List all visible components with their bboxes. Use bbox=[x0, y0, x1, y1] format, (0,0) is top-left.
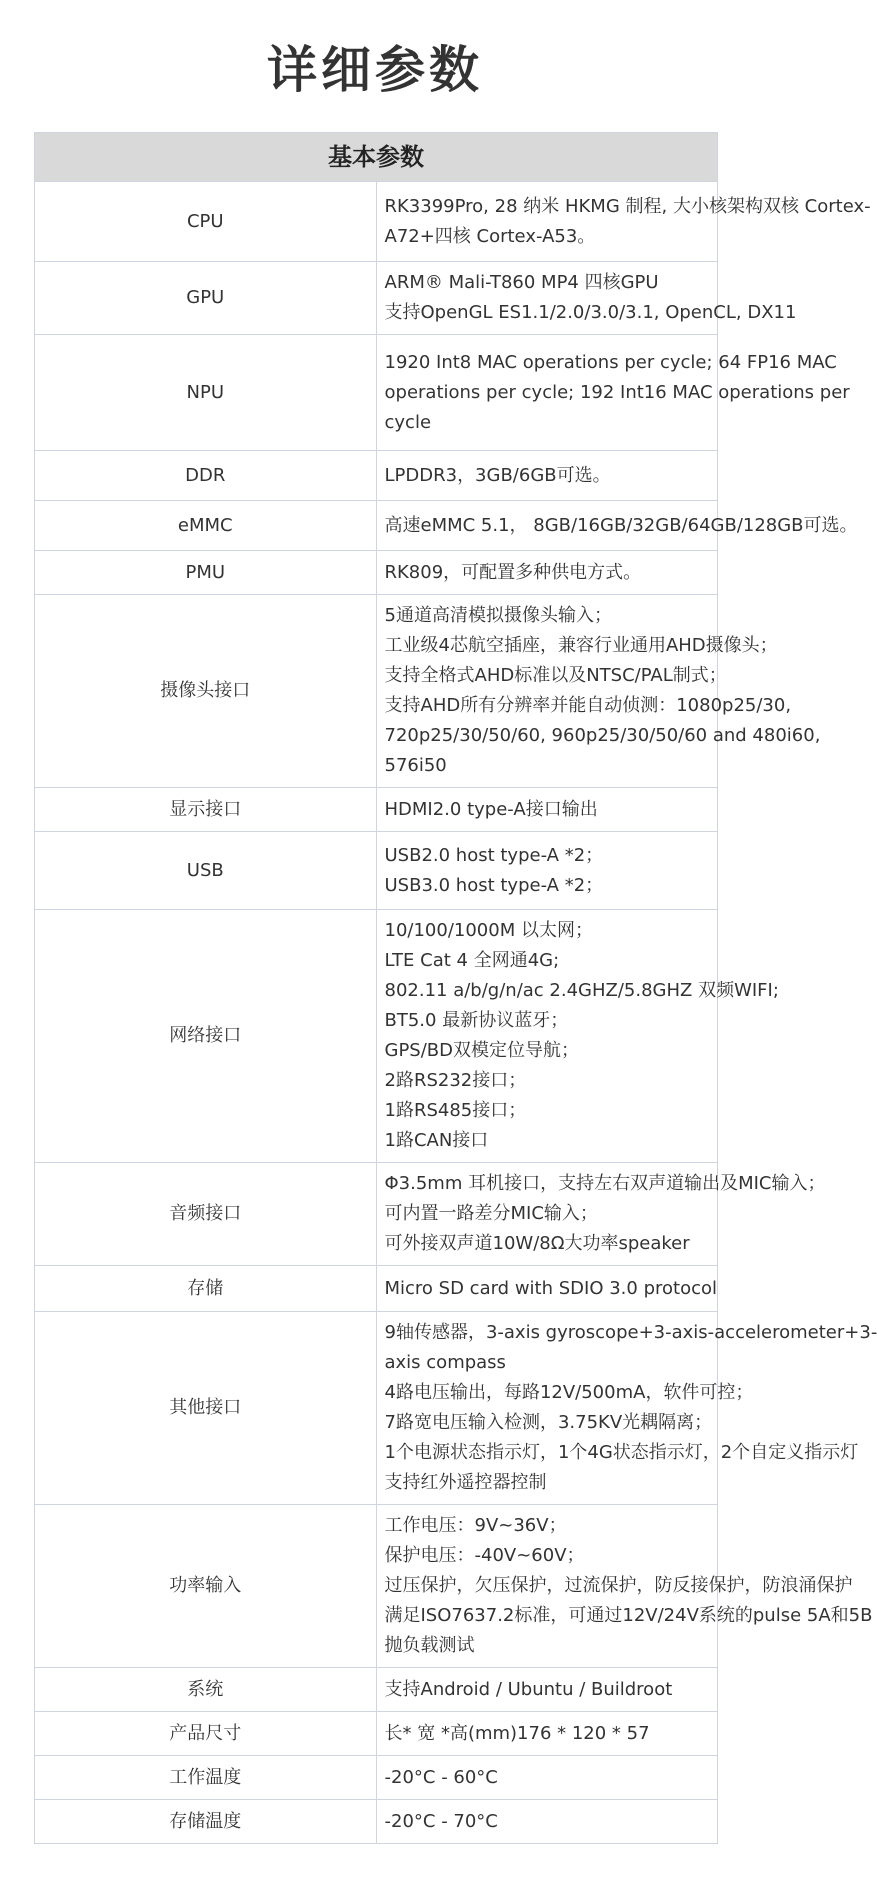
spec-label: NPU bbox=[35, 335, 377, 451]
spec-value-line: 满足ISO7637.2标准，可通过12V/24V系统的pulse 5A和5B bbox=[384, 1605, 873, 1626]
spec-value bbox=[376, 1668, 718, 1712]
spec-value-line: 1920 Int8 MAC operations per cycle; 64 FP16 MAC bbox=[384, 351, 837, 373]
spec-value-line: 支持AHD所有分辨率并能自动侦测：1080p25/30, bbox=[384, 695, 792, 716]
spec-value-line: 可内置一路差分MIC输入； bbox=[384, 1203, 598, 1224]
spec-value-line: axis compass bbox=[384, 1352, 506, 1373]
spec-label: 摄像头接口 bbox=[35, 595, 377, 788]
spec-value-line: 10/100/1000M 以太网； bbox=[384, 920, 593, 941]
spec-value-line: 工作电压：9V~36V； bbox=[384, 1515, 567, 1536]
spec-value-line: A72+四核 Cortex-A53。 bbox=[384, 225, 596, 247]
spec-value-line: 支持红外遥控器控制 bbox=[384, 1472, 547, 1493]
spec-label: DDR bbox=[35, 451, 377, 501]
spec-value bbox=[376, 1756, 718, 1800]
table-row bbox=[35, 1712, 718, 1756]
spec-value-line: operations per cycle; 192 Int16 MAC operations per bbox=[384, 381, 850, 403]
spec-label: PMU bbox=[35, 551, 377, 595]
spec-value-line: RK809，可配置多种供电方式。 bbox=[384, 561, 642, 583]
table-row bbox=[35, 501, 718, 551]
table-row bbox=[35, 1312, 718, 1505]
spec-label: 存储温度 bbox=[35, 1800, 377, 1844]
spec-value-line: Φ3.5mm 耳机接口，支持左右双声道输出及MIC输入； bbox=[384, 1173, 826, 1194]
spec-value bbox=[376, 1712, 718, 1756]
spec-label: 网络接口 bbox=[35, 910, 377, 1163]
spec-value-line: 抛负载测试 bbox=[384, 1635, 475, 1656]
spec-value-line: 1路CAN接口 bbox=[384, 1130, 489, 1151]
table-header-row bbox=[35, 133, 718, 182]
spec-value-line: USB3.0 host type-A *2； bbox=[384, 874, 604, 896]
spec-table bbox=[34, 132, 877, 1844]
spec-value-line: 支持全格式AHD标准以及NTSC/PAL制式； bbox=[384, 665, 727, 686]
spec-value-line: 2路RS232接口； bbox=[384, 1070, 527, 1091]
spec-value-line: Micro SD card with SDIO 3.0 protocol bbox=[384, 1277, 717, 1299]
spec-label: 功率输入 bbox=[35, 1505, 377, 1668]
spec-value-line: 720p25/30/50/60, 960p25/30/50/60 and 480i60, bbox=[384, 725, 821, 746]
spec-value-line: USB2.0 host type-A *2； bbox=[384, 844, 604, 866]
spec-value-line: 9轴传感器，3-axis gyroscope+3-axis-accelerometer+3- bbox=[384, 1322, 877, 1343]
table-row bbox=[35, 551, 718, 595]
table-header: 基本参数 bbox=[35, 133, 718, 182]
spec-label: USB bbox=[35, 832, 377, 910]
spec-value-line: 7路宽电压输入检测，3.75KV光耦隔离； bbox=[384, 1412, 713, 1433]
spec-value-line: 1路RS485接口； bbox=[384, 1100, 527, 1121]
spec-value-line: 支持Android / Ubuntu / Buildroot bbox=[384, 1678, 673, 1700]
spec-value-line: 802.11 a/b/g/n/ac 2.4GHZ/5.8GHZ 双频WIFI; bbox=[384, 980, 779, 1001]
spec-value bbox=[376, 1312, 877, 1505]
spec-label: 音频接口 bbox=[35, 1163, 377, 1266]
spec-label: CPU bbox=[35, 182, 377, 262]
spec-label: 系统 bbox=[35, 1668, 377, 1712]
spec-value bbox=[376, 1163, 826, 1266]
spec-value-line: RK3399Pro, 28 纳米 HKMG 制程, 大小核架构双核 Cortex- bbox=[384, 195, 871, 217]
spec-value-line: 4路电压输出，每路12V/500mA，软件可控； bbox=[384, 1382, 754, 1403]
spec-value-line: cycle bbox=[384, 411, 432, 433]
spec-value-line: 可外接双声道10W/8Ω大功率speaker bbox=[384, 1233, 690, 1254]
spec-value-line: 高速eMMC 5.1， 8GB/16GB/32GB/64GB/128GB可选。 bbox=[384, 514, 858, 536]
spec-value-line: LTE Cat 4 全网通4G; bbox=[384, 950, 560, 971]
page-title: 详细参数 bbox=[267, 41, 483, 99]
spec-label: 存储 bbox=[35, 1266, 377, 1312]
spec-value-line: 支持OpenGL ES1.1/2.0/3.0/3.1, OpenCL, DX11 bbox=[384, 302, 797, 323]
spec-value-line: 1个电源状态指示灯，1个4G状态指示灯，2个自定义指示灯 bbox=[384, 1442, 859, 1463]
spec-value bbox=[376, 832, 718, 910]
spec-value bbox=[376, 1266, 718, 1312]
spec-label: eMMC bbox=[35, 501, 377, 551]
spec-value bbox=[376, 1505, 873, 1668]
spec-label: 工作温度 bbox=[35, 1756, 377, 1800]
spec-value bbox=[376, 788, 718, 832]
spec-value bbox=[376, 335, 850, 451]
spec-value-line: -20°C - 60°C bbox=[384, 1766, 498, 1788]
table-row bbox=[35, 1505, 718, 1668]
spec-value bbox=[376, 595, 821, 788]
table-row bbox=[35, 1800, 718, 1844]
table-row bbox=[35, 182, 718, 262]
spec-value bbox=[376, 451, 718, 501]
spec-value bbox=[376, 551, 718, 595]
spec-value-line: 过压保护，欠压保护，过流保护，防反接保护，防浪涌保护 bbox=[384, 1575, 853, 1596]
table-row bbox=[35, 1756, 718, 1800]
table-row bbox=[35, 832, 718, 910]
spec-value-line: GPS/BD双模定位导航； bbox=[384, 1040, 580, 1061]
table-row bbox=[35, 1163, 718, 1266]
spec-label: 产品尺寸 bbox=[35, 1712, 377, 1756]
spec-label: 显示接口 bbox=[35, 788, 377, 832]
spec-value-line: LPDDR3，3GB/6GB可选。 bbox=[384, 464, 611, 486]
spec-value-line: 5通道高清模拟摄像头输入； bbox=[384, 605, 612, 626]
spec-value bbox=[376, 1800, 718, 1844]
spec-label: 其他接口 bbox=[35, 1312, 377, 1505]
spec-value-line: 576i50 bbox=[384, 755, 447, 776]
spec-value bbox=[376, 501, 858, 551]
spec-value bbox=[376, 262, 797, 335]
spec-value-line: ARM® Mali-T860 MP4 四核GPU bbox=[384, 272, 659, 293]
table-row bbox=[35, 1266, 718, 1312]
table-row bbox=[35, 1668, 718, 1712]
spec-label: GPU bbox=[35, 262, 377, 335]
table-row bbox=[35, 451, 718, 501]
table-body bbox=[35, 182, 877, 1844]
table-row bbox=[35, 788, 718, 832]
spec-value-line: HDMI2.0 type-A接口输出 bbox=[384, 798, 598, 820]
spec-value-line: -20°C - 70°C bbox=[384, 1810, 498, 1832]
spec-value-line: 长* 宽 *高(mm)176 * 120 * 57 bbox=[384, 1722, 650, 1744]
table-row bbox=[35, 595, 718, 788]
table-row bbox=[35, 335, 718, 451]
spec-value bbox=[376, 910, 779, 1163]
spec-value bbox=[376, 182, 871, 262]
table-row bbox=[35, 910, 718, 1163]
spec-value-line: 保护电压：-40V~60V； bbox=[384, 1545, 585, 1566]
spec-value-line: BT5.0 最新协议蓝牙； bbox=[384, 1010, 569, 1031]
table-row bbox=[35, 262, 718, 335]
spec-value-line: 工业级4芯航空插座，兼容行业通用AHD摄像头； bbox=[384, 635, 778, 656]
